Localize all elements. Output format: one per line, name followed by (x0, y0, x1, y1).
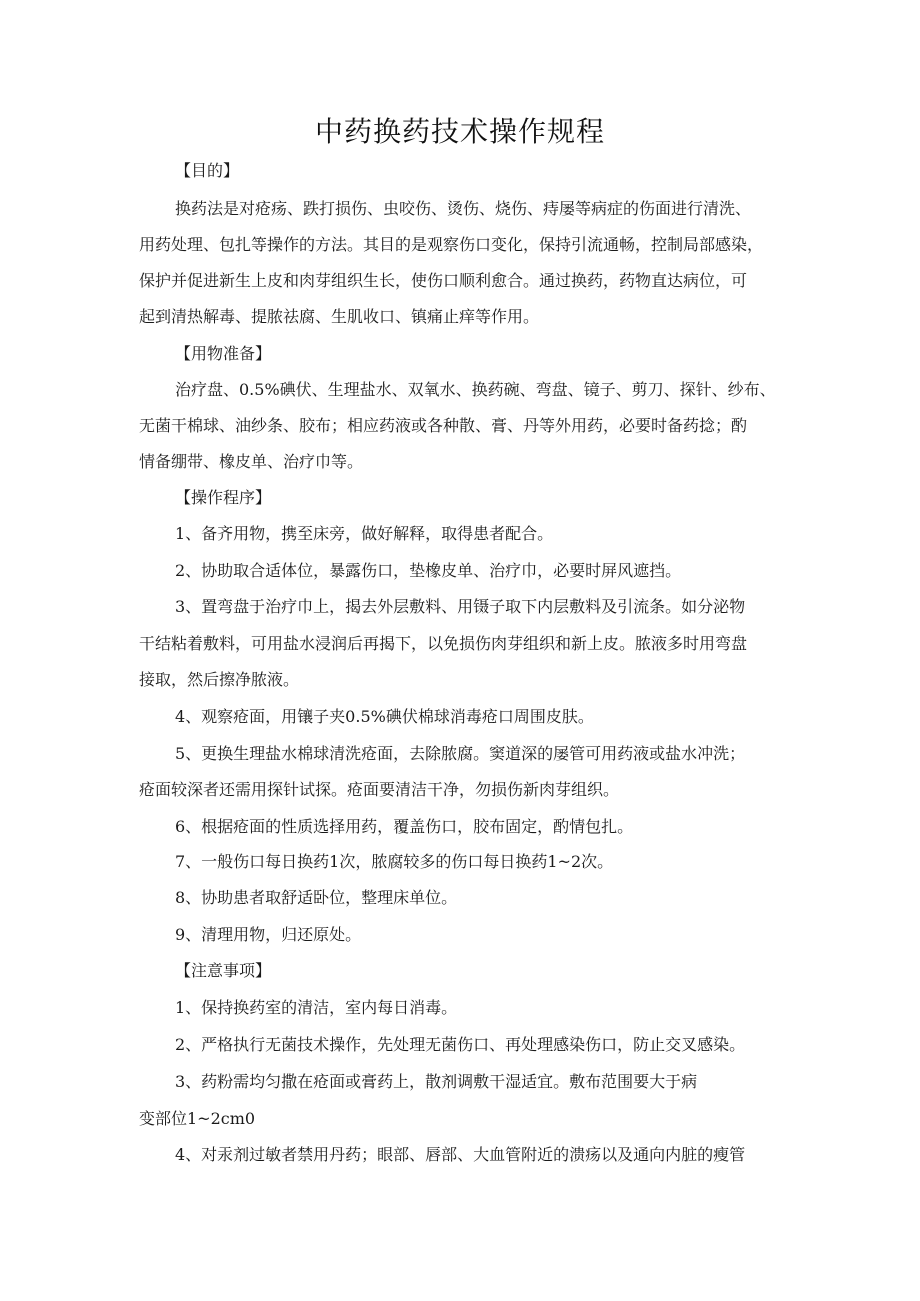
paragraph-line: 用药处理、包扎等操作的方法。其目的是观察伤口变化，保持引流通畅，控制局部感染， (139, 235, 764, 254)
paragraph-line: 无菌干棉球、油纱条、胶布；相应药液或各种散、膏、丹等外用药，必要时备药捻；酌 (139, 416, 748, 435)
list-item: 1、备齐用物，携至床旁，做好解释，取得患者配合。 (175, 524, 554, 543)
paragraph-line: 干结粘着敷料，可用盐水浸润后再揭下，以免损伤肉芽组织和新上皮。脓液多时用弯盘 (139, 634, 748, 653)
paragraph-line: 情备绷带、橡皮单、治疗巾等。 (139, 452, 364, 471)
list-item: 4、观察疮面，用镶子夹0.5%碘伏棉球消毒疮口周围皮肤。 (175, 707, 594, 726)
list-item: 9、清理用物，归还原处。 (175, 925, 362, 944)
list-item: 3、药粉需均匀撒在疮面或膏药上，散剂调敷干湿适宜。敷布范围要大于病 (175, 1072, 698, 1091)
list-item: 2、协助取合适体位，暴露伤口，垫橡皮单、治疗巾，必要时屏风遮挡。 (175, 561, 682, 580)
list-item: 8、协助患者取舒适卧位，整理床单位。 (175, 888, 458, 907)
list-item: 2、严格执行无菌技术操作，先处理无菌伤口、再处理感染伤口，防止交叉感染。 (175, 1035, 746, 1054)
paragraph-line: 起到清热解毒、提脓祛腐、生肌收口、镇痛止痒等作用。 (139, 307, 540, 326)
list-item: 1、保持换药室的清洁，室内每日消毒。 (175, 998, 458, 1017)
section-heading-purpose: 【目的】 (175, 161, 240, 180)
paragraph-line: 变部位1~2cm0 (139, 1109, 256, 1128)
section-heading-supplies: 【用物准备】 (175, 344, 272, 363)
list-item: 4、对汞剂过敏者禁用丹药；眼部、唇部、大血管附近的溃疡以及通向内脏的瘦管 (175, 1145, 746, 1164)
document-title: 中药换药技术操作规程 (314, 115, 605, 148)
paragraph-line: 接取，然后擦净脓液。 (139, 670, 300, 689)
list-item: 3、置弯盘于治疗巾上，揭去外层敷料、用镊子取下内层敷料及引流条。如分泌物 (175, 597, 746, 616)
paragraph-line: 换药法是对疮疡、跌打损伤、虫咬伤、烫伤、烧伤、痔屡等病症的伤面进行清洗、 (175, 199, 752, 218)
list-item: 5、更换生理盐水棉球清洗疮面，去除脓腐。窦道深的屡管可用药液或盐水冲洗； (175, 744, 746, 763)
section-heading-notes: 【注意事项】 (175, 961, 272, 980)
paragraph-line: 疮面较深者还需用探针试探。疮面要清洁干净，勿损伤新肉芽组织。 (139, 780, 620, 799)
section-heading-procedure: 【操作程序】 (175, 488, 272, 507)
paragraph-line: 保护并促进新生上皮和肉芽组织生长，使伤口顺利愈合。通过换药，药物直达病位，可 (139, 271, 748, 290)
list-item: 6、根据疮面的性质选择用药，覆盖伤口，胶布固定，酌情包扎。 (175, 817, 634, 836)
list-item: 7、一般伤口每日换药1次，脓腐较多的伤口每日换药1~2次。 (175, 852, 614, 871)
paragraph-line: 治疗盘、0.5%碘伏、生理盐水、双氧水、换药碗、弯盘、镜子、剪刀、探针、纱布、 (175, 380, 776, 399)
